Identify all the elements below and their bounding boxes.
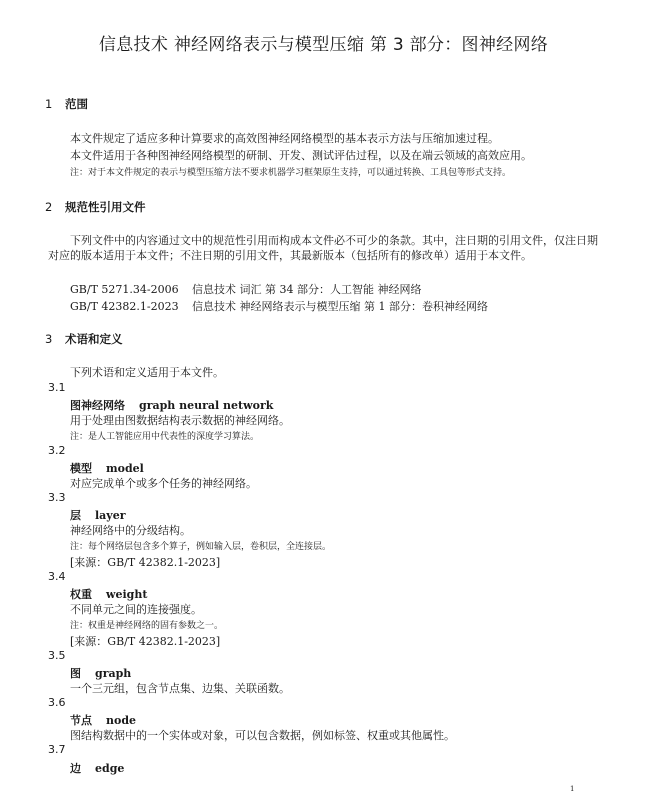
section-title: 规范性引用文件 (65, 200, 146, 214)
term-definition: 不同单元之间的连接强度。 (70, 603, 202, 616)
term-source: [来源：GB/T 42382.1-2023] (70, 556, 221, 569)
term-title (70, 397, 273, 413)
term-definition: 图结构数据中的一个实体或对象，可以包含数据，例如标签、权重或其他属性。 (70, 729, 455, 742)
term-definition: 一个三元组，包含节点集、边集、关联函数。 (70, 682, 290, 695)
term-note: 注：是人工智能应用中代表性的深度学习算法。 (70, 432, 260, 442)
term-en: node (106, 714, 137, 727)
section-title: 术语和定义 (65, 332, 123, 346)
term-zh: 节点 (70, 714, 92, 727)
scope-paragraph-2: 本文件适用于各种图神经网络模型的研制、开发、测试评估过程，以及在端云领域的高效应用。 (70, 149, 532, 162)
term-zh: 权重 (70, 588, 92, 601)
term-zh: 层 (70, 509, 81, 522)
term-number: 3.5 (48, 649, 66, 662)
section-number: 2 (45, 200, 53, 214)
term-note: 注：权重是神经网络的固有参数之一。 (70, 621, 224, 631)
term-en: weight (106, 588, 148, 601)
reference-item (70, 298, 488, 314)
term-definition: 对应完成单个或多个任务的神经网络。 (70, 477, 257, 490)
reference-item (70, 281, 421, 297)
document-title: 信息技术 神经网络表示与模型压缩 第 3 部分：图神经网络 (98, 35, 549, 55)
reference-title: 信息技术 词汇 第 34 部分：人工智能 神经网络 (192, 283, 422, 296)
reference-code: GB/T 42382.1-2023 (70, 300, 179, 313)
section-heading-terms (45, 331, 123, 347)
term-zh: 图神经网络 (70, 399, 125, 412)
term-en: edge (95, 762, 125, 775)
term-zh: 边 (70, 762, 81, 775)
term-en: graph (95, 667, 132, 680)
term-title (70, 760, 124, 776)
section-title: 范围 (65, 97, 88, 111)
scope-paragraph-1: 本文件规定了适应多种计算要求的高效图神经网络模型的基本表示方法与压缩加速过程。 (70, 132, 499, 145)
page-number: 1 (570, 785, 575, 793)
term-number: 3.7 (48, 743, 66, 756)
section-heading-scope (45, 96, 88, 112)
term-note: 注：每个网络层包含多个算子，例如输入层，卷积层，全连接层。 (70, 542, 332, 552)
term-title (70, 507, 126, 523)
reference-code: GB/T 5271.34-2006 (70, 283, 179, 296)
term-en: model (106, 462, 144, 475)
term-en: layer (95, 509, 126, 522)
section-number: 3 (45, 332, 53, 346)
term-title (70, 665, 131, 681)
scope-note: 注：对于本文件规定的表示与模型压缩方法不要求机器学习框架原生支持，可以通过转换、工具包等形式支持。 (70, 168, 512, 178)
term-definition: 用于处理由图数据结构表示数据的神经网络。 (70, 414, 290, 427)
term-number: 3.4 (48, 570, 66, 583)
term-en: graph neural network (139, 399, 274, 412)
references-paragraph: 下列文件中的内容通过文中的规范性引用而构成本文件必不可少的条款。其中，注日期的引用文件，仅注日期对应的版本适用于本文件；不注日期的引用文件，其最新版本（包括所有的修改单）适用于本文件。 (48, 234, 598, 262)
term-number: 3.2 (48, 444, 66, 457)
term-title (70, 712, 136, 728)
term-number: 3.6 (48, 696, 66, 709)
section-heading-references (45, 199, 146, 215)
term-definition: 神经网络中的分级结构。 (70, 524, 191, 537)
term-number: 3.3 (48, 491, 66, 504)
reference-title: 信息技术 神经网络表示与模型压缩 第 1 部分：卷积神经网络 (192, 300, 488, 313)
term-zh: 模型 (70, 462, 92, 475)
term-title (70, 460, 144, 476)
term-title (70, 586, 147, 602)
term-source: [来源：GB/T 42382.1-2023] (70, 635, 221, 648)
terms-intro: 下列术语和定义适用于本文件。 (70, 366, 224, 379)
section-number: 1 (45, 97, 53, 111)
term-number: 3.1 (48, 381, 66, 394)
term-zh: 图 (70, 667, 81, 680)
